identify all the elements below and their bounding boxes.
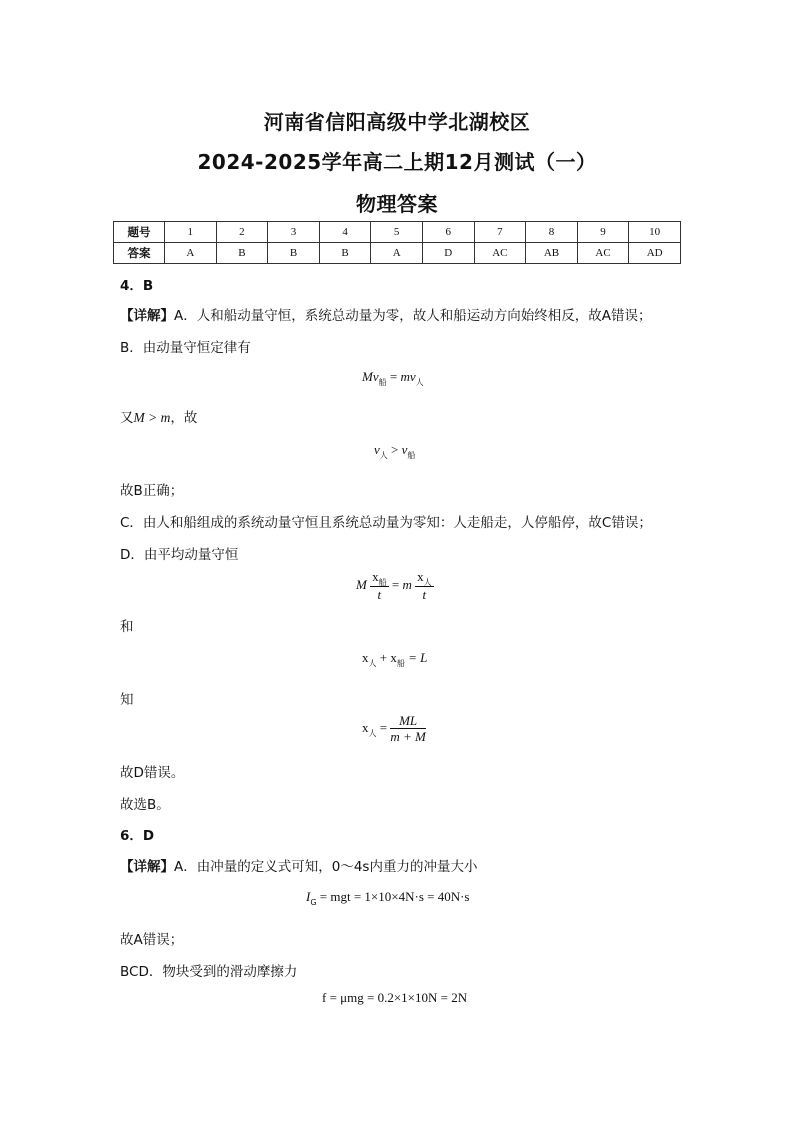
answer-table (113, 221, 681, 264)
question-number: 3 (268, 222, 320, 243)
answer-cell: AC (577, 243, 629, 264)
q4-b-conclusion: 故B正确； (120, 483, 184, 499)
q4-and: 和 (120, 619, 134, 635)
answer-cell: A (165, 243, 217, 264)
q6-a-text: A．由冲量的定义式可知，0～4s内重力的冲量大小 (174, 859, 478, 875)
q4-equation-velocity: $v_人 > v_船$ (374, 442, 416, 460)
question-number: 2 (216, 222, 268, 243)
table-row-answers (114, 243, 681, 264)
answer-cell: AB (526, 243, 578, 264)
detail-tag: 【详解】 (120, 859, 174, 875)
question-number: 6 (422, 222, 474, 243)
question-number: 7 (474, 222, 526, 243)
subject-title: 物理答案 (356, 192, 438, 216)
question-number: 1 (165, 222, 217, 243)
question-number: 9 (577, 222, 629, 243)
table-row-numbers (114, 222, 681, 243)
q4-heading: 4．B (120, 278, 154, 294)
q4-equation-momentum: $Mv_船 = mv_人$ (362, 369, 424, 387)
q6-option-bcd: BCD．物块受到的滑动摩擦力 (120, 964, 298, 980)
q6-option-a (120, 855, 477, 875)
answer-cell: B (319, 243, 371, 264)
answer-cell: AD (629, 243, 681, 264)
exam-title: 2024-2025学年高二上期12月测试（一） (197, 150, 597, 174)
answer-cell: A (371, 243, 423, 264)
q4-since-line: 又M > m，故 (120, 410, 198, 426)
q4-option-c: C．由人和船组成的系统动量守恒且系统总动量为零知：人走船走，人停船停，故C错误； (120, 515, 652, 531)
q4-option-b: B．由动量守恒定律有 (120, 340, 251, 356)
detail-tag: 【详解】 (120, 308, 174, 324)
school-title: 河南省信阳高级中学北湖校区 (263, 110, 531, 134)
q4-know: 知 (120, 692, 134, 708)
q6-heading: 6．D (120, 828, 155, 844)
answer-cell: B (216, 243, 268, 264)
answer-cell: AC (474, 243, 526, 264)
row-label-answer: 答案 (114, 243, 165, 264)
q4-option-a (120, 304, 651, 324)
q4-d-conclusion: 故D错误。 (120, 765, 185, 781)
q4-a-text: A．人和船动量守恒，系统总动量为零，故人和船运动方向始终相反，故A错误； (174, 308, 652, 324)
q6-equation-friction: f = μmg = 0.2×1×10N = 2N (322, 990, 468, 1005)
question-number: 8 (526, 222, 578, 243)
answer-cell: B (268, 243, 320, 264)
question-number: 5 (371, 222, 423, 243)
q4-option-d: D．由平均动量守恒 (120, 547, 239, 563)
q4-final-answer: 故选B。 (120, 797, 170, 813)
question-number: 4 (319, 222, 371, 243)
row-label-number: 题号 (114, 222, 165, 243)
q4-equation-displacement-sum: $x_人 + x_船 = L$ (362, 650, 428, 668)
q4-equation-person-displacement: $x_人$ = $\frac{ML}{m + M}$ (362, 713, 426, 744)
answer-cell: D (422, 243, 474, 264)
q4-equation-average-momentum: M $\frac{x_船}{t}$ = m $\frac{x_人}{t}$ (356, 569, 432, 602)
q6-a-conclusion: 故A错误； (120, 932, 184, 948)
q6-equation-impulse: $I_G$ = mgt = 1×10×4N·s = 40N·s (306, 889, 470, 907)
question-number: 10 (629, 222, 681, 243)
